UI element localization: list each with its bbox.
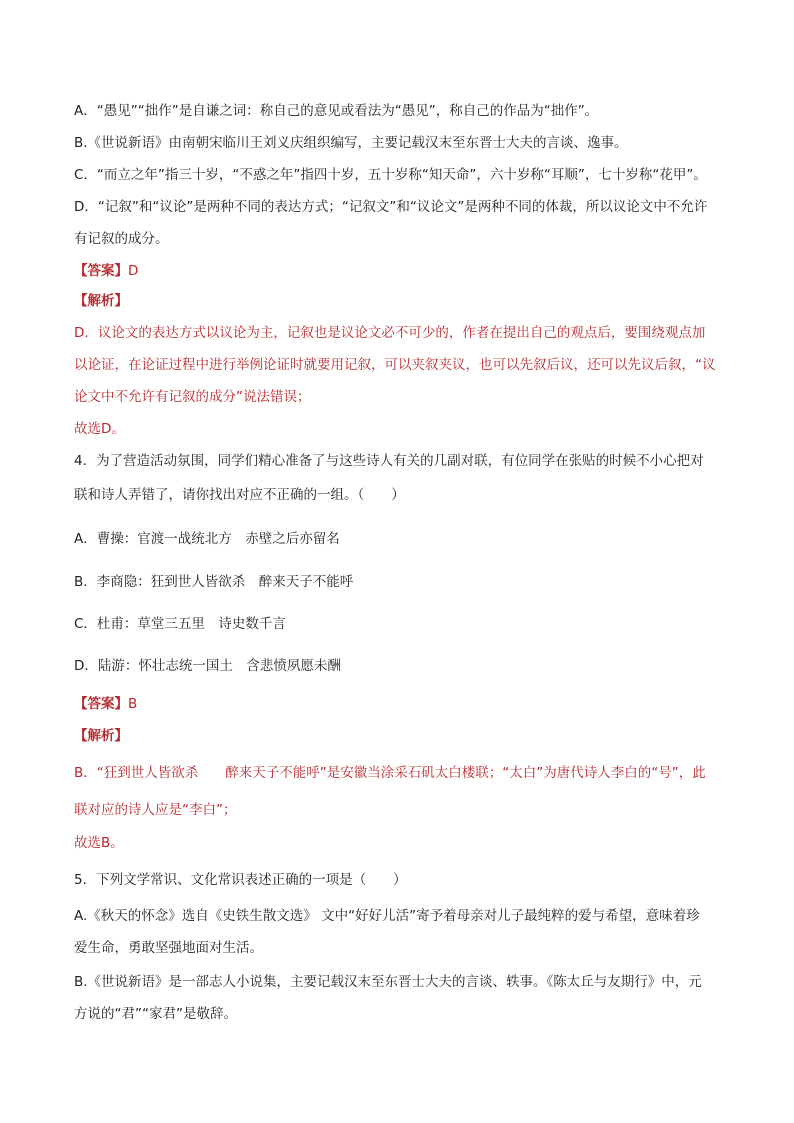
q3-answer <box>74 262 138 280</box>
q3-option-c: C．“而立之年”指三十岁，“不惑之年”指四十岁，五十岁称“知天命”，六十岁称“耳顺”，七十岁称“花甲”。 <box>74 167 707 183</box>
q4-option-a: A．曹操：官渡一战统北方 赤壁之后亦留名 <box>74 531 340 547</box>
q4-stem: 4．为了营造活动氛围，同学们精心准备了与这些诗人有关的几副对联，有位同学在张贴的时候不小心把对 <box>74 453 704 469</box>
answer-tag: 【答案】 <box>74 263 128 279</box>
q3-option-b: B.《世说新语》由南朝宋临川王刘义庆组织编写，主要记载汉末至东晋士大夫的言谈、逸事。 <box>74 135 628 151</box>
q4-option-d: D．陆游：怀壮志统一国土 含悲愤夙愿未酬 <box>74 658 341 674</box>
q3-analysis-line: 以论证，在论证过程中进行举例论证时就要用记叙，可以夹叙夹议，也可以先叙后议，还可以先议后叙，“议 <box>74 357 716 373</box>
answer-value: D <box>128 263 139 279</box>
q4-conclusion: 故选B。 <box>74 835 124 851</box>
q3-analysis-line: D．议论文的表达方式以议论为主，记叙也是议论文必不可少的，作者在提出自己的观点后，要围绕观点加 <box>74 325 706 341</box>
q4-stem-cont: 联和诗人弄错了，请你找出对应不正确的一组。（ ） <box>74 487 405 503</box>
q3-option-d-cont: 有记叙的成分。 <box>74 231 169 247</box>
q4-analysis-tag: 【解析】 <box>74 728 128 744</box>
q5-option-a: A.《秋天的怀念》选自《史铁生散文选》 文中“好好儿活”寄予着母亲对儿子最纯粹的爱与希望，意味着珍 <box>74 908 700 924</box>
answer-value: B <box>128 696 138 712</box>
q5-stem: 5．下列文学常识、文化常识表述正确的一项是（ ） <box>74 872 407 888</box>
answer-tag: 【答案】 <box>74 696 128 712</box>
q3-analysis-line: 论文中不允许有记叙的成分”说法错误； <box>74 389 311 405</box>
q5-option-b-cont: 方说的“君”“家君”是敬辞。 <box>74 1006 237 1022</box>
q4-option-b: B．李商隐：狂到世人皆欲杀 醉来天子不能呼 <box>74 574 354 590</box>
q5-option-b: B.《世说新语》是一部志人小说集，主要记载汉末至东晋士大夫的言谈、轶事。《陈太丘与友期行》中，元 <box>74 974 702 990</box>
q4-option-c: C．杜甫：草堂三五里 诗史数千言 <box>74 616 286 632</box>
q3-conclusion: 故选D。 <box>74 421 125 437</box>
q5-option-a-cont: 爱生命，勇敢坚强地面对生活。 <box>74 940 263 956</box>
q4-analysis-line: 联对应的诗人应是“李白”； <box>74 802 237 818</box>
q3-analysis-tag: 【解析】 <box>74 293 128 309</box>
q3-option-d: D．“记叙”和“议论”是两种不同的表达方式；“记叙文”和“议论文”是两种不同的体裁，所以议论文中不允许 <box>74 199 708 215</box>
q4-answer <box>74 695 137 713</box>
q3-option-a: A．“愚见”“拙作”是自谦之词：称自己的意见或看法为“愚见”，称自己的作品为“拙作”。 <box>74 103 599 119</box>
q4-analysis-line: B．“狂到世人皆欲杀 醉来天子不能呼”是安徽当涂采石矶太白楼联；“太白”为唐代诗人李白的“号”，此 <box>74 765 706 781</box>
